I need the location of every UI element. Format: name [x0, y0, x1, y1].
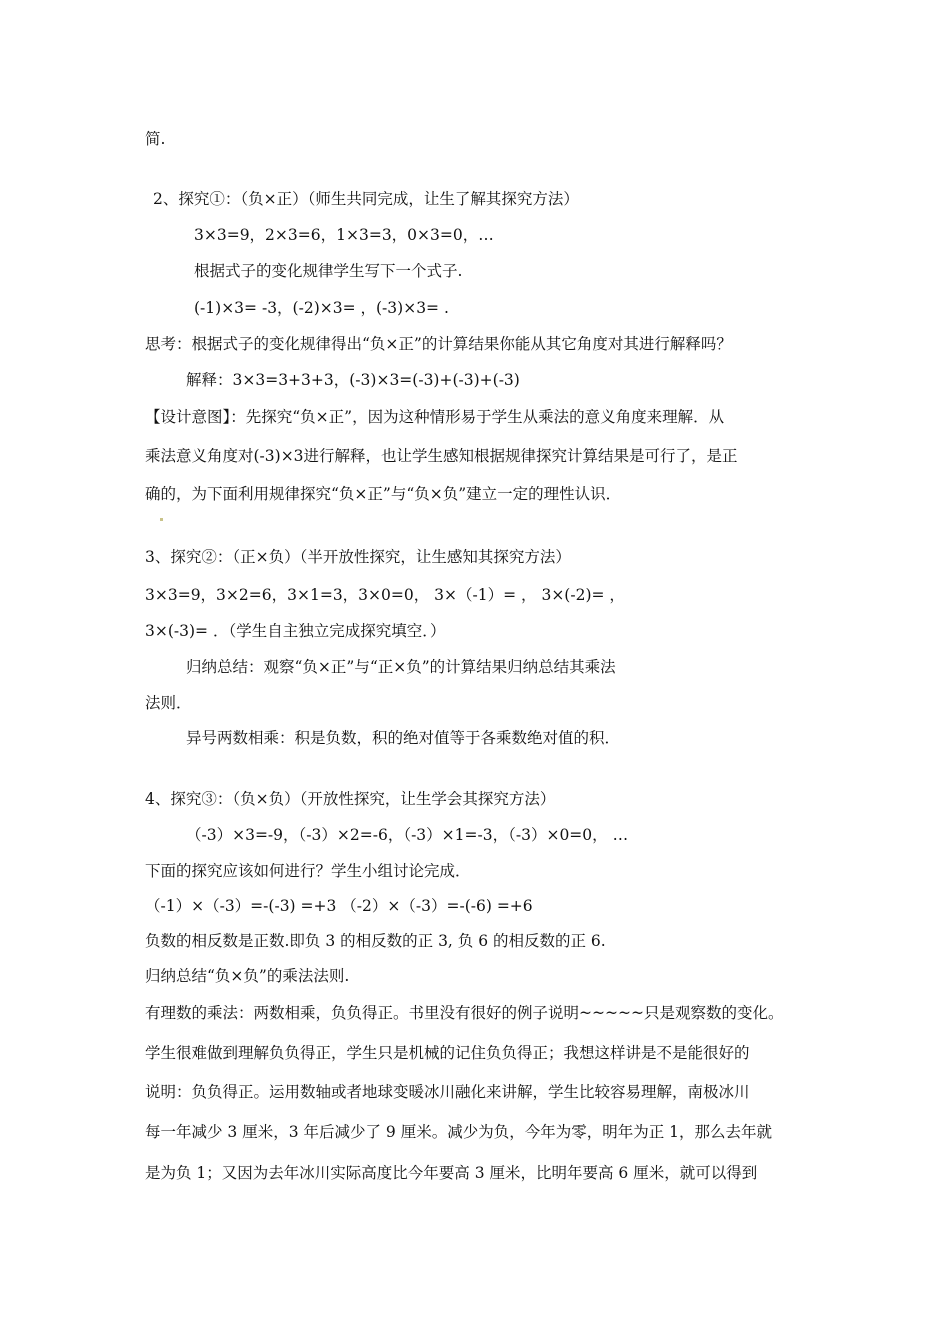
explanation-line: 解释：3×3=3+3+3，(-3)×3=(-3)+(-3)+(-3) — [186, 371, 520, 389]
paragraph-line: 是为负 1；又因为去年冰川实际高度比今年要高 3 厘米，比明年要高 6 厘米，就可以得到 — [145, 1164, 758, 1182]
text-line: 归纳总结“负×负”的乘法法则. — [145, 967, 350, 985]
section-4-heading: 4、探究③：（负×负）（开放性探究，让生学会其探究方法） — [145, 790, 556, 808]
equation-line: 3×3=9，2×3=6，1×3=3，0×3=0，… — [194, 226, 494, 244]
paragraph-line: 有理数的乘法：两数相乘，负负得正。书里没有很好的例子说明~~~~~只是观察数的变化。 — [145, 1004, 784, 1022]
design-intent-line: 确的，为下面利用规律探究“负×正”与“负×负”建立一定的理性认识． — [145, 485, 622, 503]
design-intent-line: 乘法意义角度对(-3)×3进行解释，也让学生感知根据规律探究计算结果是可行了，是正 — [145, 447, 738, 465]
text-line: 负数的相反数是正数.即负 3 的相反数的正 3, 负 6 的相反数的正 6. — [145, 932, 606, 950]
paragraph-line: 说明：负负得正。运用数轴或者地球变暖冰川融化来讲解，学生比较容易理解，南极冰川 — [145, 1083, 750, 1101]
equation-line: （-1）×（-3）=-(-3) =+3 （-2）×（-3）=-(-6) =+6 — [145, 897, 533, 915]
paragraph-line: 学生很难做到理解负负得正，学生只是机械的记住负负得正；我想这样讲是不是能很好的 — [145, 1044, 750, 1062]
equation-line: （-3）×3=-9，（-3）×2=-6，（-3）×1=-3，（-3）×0=0， … — [186, 826, 629, 844]
design-intent-line: 【设计意图】：先探究“负×正”，因为这种情形易于学生从乘法的意义角度来理解．从 — [145, 408, 725, 426]
equation-line: 3×3=9，3×2=6，3×1=3，3×0=0， 3×（-1）= ， 3×(-2)= ， — [145, 586, 625, 604]
section-2-heading: 2、探究①：（负×正）（师生共同完成，让生了解其探究方法） — [153, 190, 579, 208]
equation-line: (-1)×3= -3，(-2)×3= ，(-3)×3= . — [194, 299, 449, 317]
text-line: 下面的探究应该如何进行？学生小组讨论完成． — [145, 862, 471, 880]
text-line-1: 简. — [145, 130, 166, 148]
section-3-heading: 3、探究②：（正×负）（半开放性探究，让生感知其探究方法） — [145, 548, 571, 566]
summary-line: 归纳总结：观察“负×正”与“正×负”的计算结果归纳总结其乘法 — [186, 658, 616, 676]
summary-line: 法则． — [145, 694, 192, 712]
think-question: 思考：根据式子的变化规律得出“负×正”的计算结果你能从其它角度对其进行解释吗？ — [145, 335, 732, 353]
text-line: 根据式子的变化规律学生写下一个式子. — [194, 262, 463, 280]
stray-mark — [160, 518, 163, 521]
rule-line: 异号两数相乘：积是负数，积的绝对值等于各乘数绝对值的积． — [186, 729, 621, 747]
paragraph-line: 每一年减少 3 厘米，3 年后减少了 9 厘米。减少为负，今年为零，明年为正 1，那么去年就 — [145, 1123, 773, 1141]
equation-line: 3×(-3)= ．（学生自主独立完成探究填空．） — [145, 622, 446, 640]
